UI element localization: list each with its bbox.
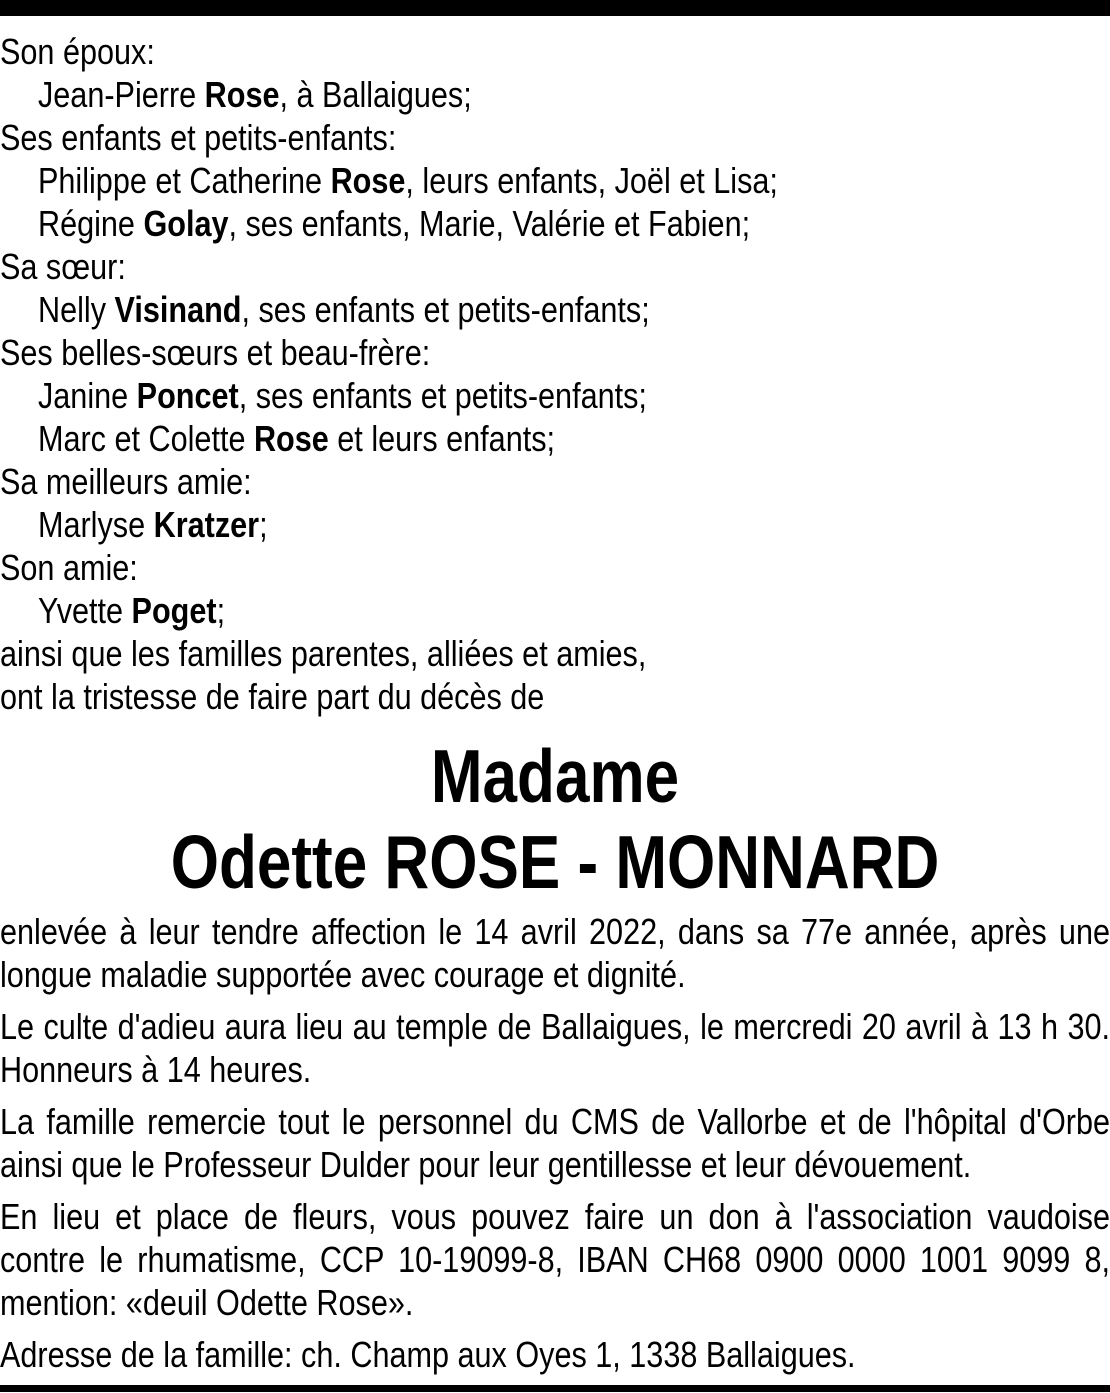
relative-entry	[0, 288, 1110, 331]
relation-label: Ses belles-sœurs et beau-frère:	[0, 332, 431, 373]
relative-given-names: Régine	[37, 203, 144, 244]
relative-given-names: Philippe et Catherine	[37, 160, 331, 201]
relative-details: , ses enfants et petits-enfants;	[238, 375, 647, 416]
relative-details: ;	[216, 590, 226, 631]
relative-given-names: Marlyse	[37, 504, 154, 545]
relation-label: Son amie:	[0, 547, 138, 588]
deceased-title: Madame	[430, 734, 680, 818]
notice-body	[0, 30, 1110, 1376]
paragraph-passing	[0, 910, 1110, 996]
top-rule	[0, 0, 1110, 16]
relation-group	[0, 546, 1110, 632]
relative-surname: Rose	[330, 160, 406, 201]
relation-group	[0, 331, 1110, 460]
paragraph-line: enlevée à leur tendre affection le 14 avril 2022, dans sa 77e année, après une	[0, 911, 1110, 952]
relative-surname: Kratzer	[153, 504, 260, 545]
relative-entry	[0, 374, 1110, 417]
relative-entry	[0, 159, 1110, 202]
relative-details: , à Ballaigues;	[279, 74, 472, 115]
paragraph-line: Honneurs à 14 heures.	[0, 1049, 312, 1090]
paragraph-line: En lieu et place de fleurs, vous pouvez faire un don à l'association vaudoise	[0, 1196, 1110, 1237]
paragraph-line: ainsi que le Professeur Dulder pour leur gentillesse et leur dévouement.	[0, 1144, 972, 1185]
relative-given-names: Yvette	[37, 590, 132, 631]
relative-surname: Rose	[204, 74, 280, 115]
relation-group	[0, 460, 1110, 546]
relation-label: Sa meilleurs amie:	[0, 461, 252, 502]
deceased-heading	[15, 733, 1095, 905]
relation-group	[0, 116, 1110, 245]
relative-surname: Rose	[253, 418, 329, 459]
paragraph-line: Adresse de la famille: ch. Champ aux Oyes 1, 1338 Ballaigues.	[0, 1334, 856, 1375]
paragraph-ceremony	[0, 1005, 1110, 1091]
relation-label: Ses enfants et petits-enfants:	[0, 117, 397, 158]
relative-entry	[0, 417, 1110, 460]
paragraph-line: mention: «deuil Odette Rose».	[0, 1282, 414, 1323]
relative-entry	[0, 202, 1110, 245]
announcement-line: ainsi que les familles parentes, alliées et amies,	[0, 633, 647, 674]
announcement-line: ont la tristesse de faire part du décès de	[0, 676, 545, 717]
relation-group	[0, 30, 1110, 116]
relative-surname: Golay	[143, 203, 229, 244]
relation-label: Sa sœur:	[0, 246, 126, 287]
relative-entry	[0, 73, 1110, 116]
relative-surname: Poget	[131, 590, 217, 631]
paragraph-donation	[0, 1195, 1110, 1324]
relative-given-names: Jean-Pierre	[37, 74, 205, 115]
relation-group	[0, 245, 1110, 331]
relative-details: ;	[259, 504, 268, 545]
deceased-name: Odette ROSE - MONNARD	[170, 820, 940, 904]
relative-given-names: Nelly	[37, 289, 115, 330]
announcement	[0, 632, 1110, 718]
paragraph-line: longue maladie supportée avec courage et dignité.	[0, 954, 686, 995]
relation-label: Son époux:	[0, 31, 155, 72]
relative-given-names: Janine	[37, 375, 137, 416]
notice-paragraphs	[0, 910, 1110, 1376]
relative-entry	[0, 589, 1110, 632]
relatives-list	[0, 30, 1110, 632]
relative-details: , ses enfants, Marie, Valérie et Fabien;	[228, 203, 751, 244]
relative-details: et leurs enfants;	[328, 418, 556, 459]
paragraph-line: La famille remercie tout le personnel du CMS de Vallorbe et de l'hôpital d'Orbe	[0, 1101, 1110, 1142]
relative-surname: Visinand	[114, 289, 242, 330]
paragraph-line: Le culte d'adieu aura lieu au temple de Ballaigues, le mercredi 20 avril à 13 h 30.	[0, 1006, 1110, 1047]
relative-details: , ses enfants et petits-enfants;	[241, 289, 650, 330]
paragraph-family-address	[0, 1333, 1110, 1376]
paragraph-line: contre le rhumatisme, CCP 10-19099-8, IBAN CH68 0900 0000 1001 9099 8,	[0, 1239, 1110, 1280]
relative-entry	[0, 503, 1110, 546]
bottom-rule	[0, 1385, 1110, 1392]
paragraph-thanks	[0, 1100, 1110, 1186]
relative-surname: Poncet	[136, 375, 239, 416]
relative-details: , leurs enfants, Joël et Lisa;	[405, 160, 778, 201]
relative-given-names: Marc et Colette	[37, 418, 254, 459]
